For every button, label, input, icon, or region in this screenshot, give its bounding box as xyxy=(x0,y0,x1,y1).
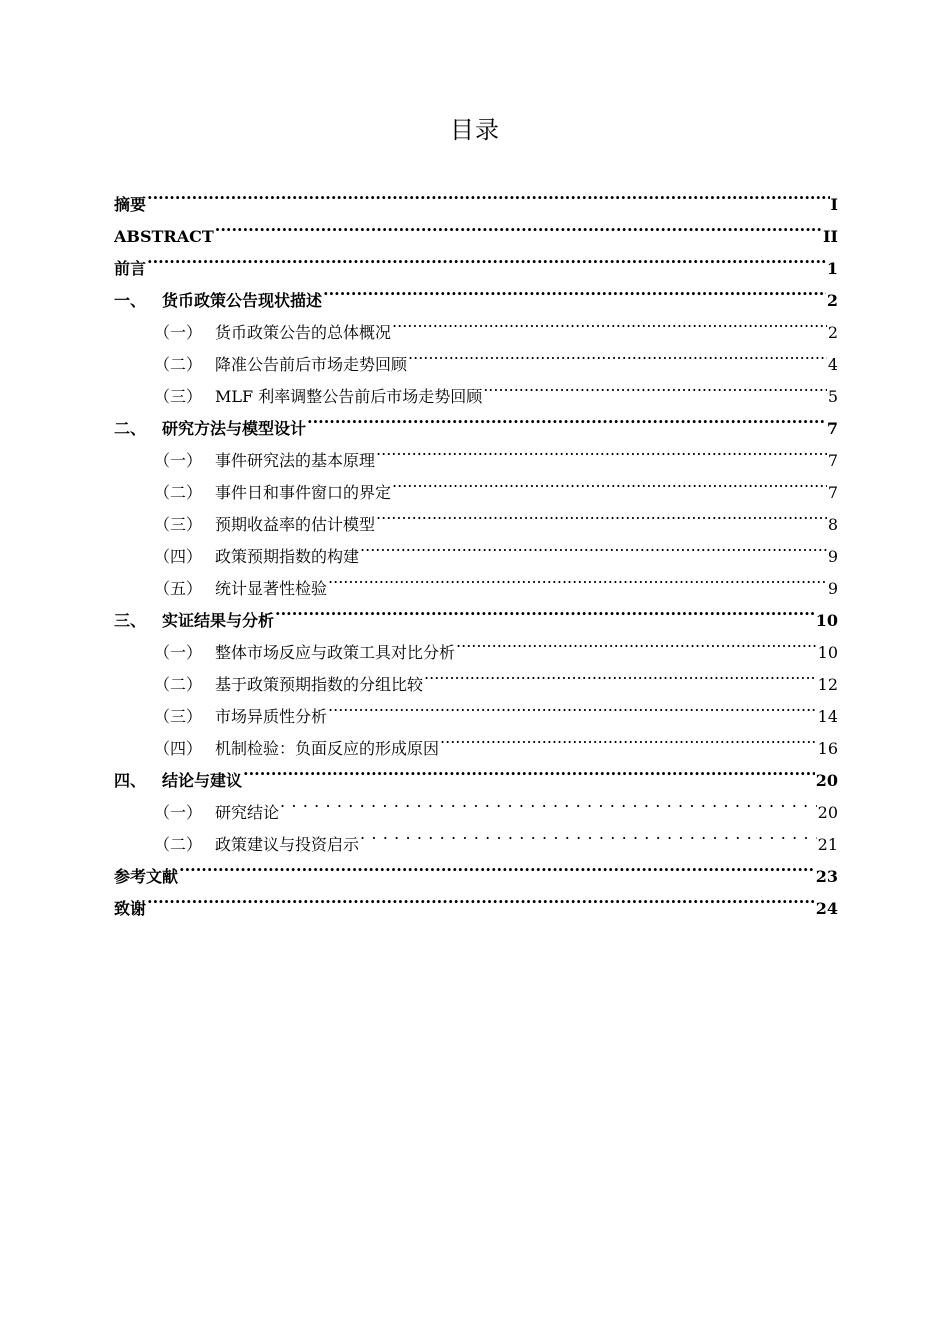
toc-entry-label: 整体市场反应与政策工具对比分析 xyxy=(215,643,456,662)
toc-dot-leader xyxy=(360,530,827,562)
toc-dot-leader xyxy=(280,786,817,818)
toc-entry-label: 实证结果与分析 xyxy=(162,611,275,630)
toc-dot-leader xyxy=(215,210,822,242)
toc-entry-label: 统计显著性检验 xyxy=(215,579,328,598)
toc-entry-label: 事件日和事件窗口的界定 xyxy=(215,483,392,502)
toc-entry-number: （五） xyxy=(154,579,203,598)
toc-dot-leader xyxy=(328,690,817,722)
toc-dot-leader xyxy=(147,242,826,274)
toc-entry-number: （三） xyxy=(154,515,203,534)
toc-entry-label: 政策预期指数的构建 xyxy=(215,547,360,566)
toc-entry[interactable] xyxy=(114,850,838,886)
toc-dot-leader xyxy=(360,818,817,850)
toc-entry-page-number: II xyxy=(823,227,838,246)
toc-entry-label: 研究方法与模型设计 xyxy=(162,419,307,438)
toc-entry-label: 政策建议与投资启示 xyxy=(215,835,360,854)
toc-entry-number: （四） xyxy=(154,739,203,758)
toc-dot-leader xyxy=(323,274,826,306)
toc-entry-page-number: 14 xyxy=(817,707,838,726)
toc-entry[interactable] xyxy=(114,274,838,310)
toc-list xyxy=(114,178,838,918)
toc-dot-leader xyxy=(440,722,817,754)
toc-entry-number: 一、 xyxy=(114,291,147,310)
toc-entry-label: 市场异质性分析 xyxy=(215,707,328,726)
toc-entry-label: 预期收益率的估计模型 xyxy=(215,515,376,534)
toc-entry-label: 研究结论 xyxy=(215,803,280,822)
toc-entry[interactable] xyxy=(114,178,838,214)
toc-entry-page-number: 7 xyxy=(827,483,838,502)
toc-entry-page-number: 20 xyxy=(815,771,838,790)
toc-entry-page-number: 1 xyxy=(826,259,838,278)
toc-title: 目录 xyxy=(450,116,500,144)
toc-entry[interactable] xyxy=(114,882,838,918)
toc-entry-page-number: 9 xyxy=(827,579,838,598)
toc-dot-leader xyxy=(424,658,817,690)
toc-entry-page-number: 2 xyxy=(826,291,838,310)
toc-entry-label: 机制检验：负面反应的形成原因 xyxy=(215,739,440,758)
toc-entry-page-number: 23 xyxy=(815,867,838,886)
toc-entry-page-number: I xyxy=(830,195,838,214)
toc-dot-leader xyxy=(376,434,827,466)
toc-entry-label: 事件研究法的基本原理 xyxy=(215,451,376,470)
toc-entry-number: 二、 xyxy=(114,419,147,438)
toc-dot-leader xyxy=(243,754,815,786)
toc-entry-number: （二） xyxy=(154,355,203,374)
toc-dot-leader xyxy=(147,882,815,914)
toc-entry-number: （三） xyxy=(154,387,203,406)
toc-entry-page-number: 9 xyxy=(827,547,838,566)
toc-dot-leader xyxy=(307,402,826,434)
toc-entry-page-number: 2 xyxy=(827,323,838,342)
toc-entry-number: （一） xyxy=(154,323,203,342)
toc-entry-page-number: 21 xyxy=(817,835,838,854)
toc-entry-page-number: 8 xyxy=(827,515,838,534)
toc-entry-label: 货币政策公告现状描述 xyxy=(162,291,323,310)
toc-entry-label: 致谢 xyxy=(114,899,147,918)
toc-dot-leader xyxy=(179,850,815,882)
toc-entry-label: ABSTRACT xyxy=(114,227,214,246)
toc-entry-label: MLF 利率调整公告前后市场走势回顾 xyxy=(215,387,483,406)
toc-entry-number: （四） xyxy=(154,547,203,566)
toc-entry-page-number: 20 xyxy=(817,803,838,822)
toc-entry-label: 前言 xyxy=(114,259,147,278)
toc-entry[interactable] xyxy=(114,210,838,246)
toc-dot-leader xyxy=(376,498,827,530)
toc-entry-number: （一） xyxy=(154,451,203,470)
toc-entry-page-number: 16 xyxy=(817,739,838,758)
toc-dot-leader xyxy=(392,466,827,498)
toc-entry[interactable] xyxy=(114,242,838,278)
toc-entry-label: 参考文献 xyxy=(114,867,179,886)
toc-entry-label: 摘要 xyxy=(114,195,147,214)
toc-dot-leader xyxy=(392,306,827,338)
toc-entry-label: 降准公告前后市场走势回顾 xyxy=(215,355,408,374)
toc-dot-leader xyxy=(408,338,827,370)
toc-entry-number: （一） xyxy=(154,643,203,662)
toc-dot-leader xyxy=(456,626,817,658)
toc-dot-leader xyxy=(483,370,827,402)
toc-entry-label: 货币政策公告的总体概况 xyxy=(215,323,392,342)
toc-entry-number: 三、 xyxy=(114,611,147,630)
toc-entry-number: （三） xyxy=(154,707,203,726)
toc-entry-number: （二） xyxy=(154,483,203,502)
toc-dot-leader xyxy=(328,562,827,594)
toc-entry-page-number: 5 xyxy=(827,387,838,406)
toc-entry-number: （一） xyxy=(154,803,203,822)
toc-entry-page-number: 4 xyxy=(827,355,838,374)
toc-dot-leader xyxy=(147,178,830,210)
toc-entry-number: 四、 xyxy=(114,771,147,790)
toc-entry-page-number: 7 xyxy=(826,419,838,438)
toc-dot-leader xyxy=(275,594,815,626)
toc-entry-page-number: 10 xyxy=(817,643,838,662)
toc-entry-page-number: 7 xyxy=(827,451,838,470)
toc-entry-label: 基于政策预期指数的分组比较 xyxy=(215,675,424,694)
toc-entry-number: （二） xyxy=(154,675,203,694)
toc-entry-label: 结论与建议 xyxy=(162,771,243,790)
toc-entry-page-number: 10 xyxy=(815,611,838,630)
toc-entry-page-number: 12 xyxy=(817,675,838,694)
toc-entry-number: （二） xyxy=(154,835,203,854)
toc-entry-page-number: 24 xyxy=(815,899,838,918)
